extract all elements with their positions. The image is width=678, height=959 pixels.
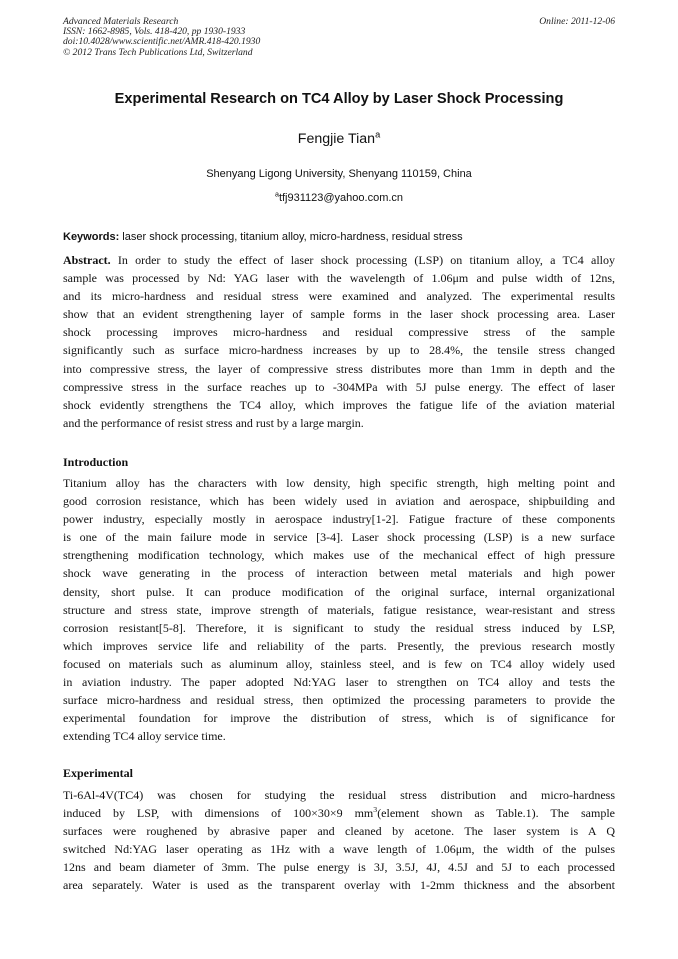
keywords	[63, 231, 615, 243]
experimental-line	[63, 804, 615, 822]
abstract-line: compressive stress in the surface reaches up to -304MPa with 5J pulse energy. The effect of laser	[63, 379, 615, 394]
introduction-line: power industry, especially mostly in aerospace industry[1-2]. Fatigue fracture of these components	[63, 512, 615, 527]
introduction-line: Titanium alloy has the characters with low density, high specific strength, high melting point and	[63, 476, 615, 490]
experimental-line: 12ns and beam diameter of 3mm. The pulse energy is 3J, 3.5J, 4J, 4.5J and 5J to each processed	[63, 860, 615, 875]
abstract-line: sample was processed by Nd: YAG laser with the wavelength of 1.06μm and pulse width of 12ns,	[63, 271, 615, 286]
experimental-line: surfaces were roughened by abrasive paper and cleaned by acetone. The laser system is A Q	[63, 824, 615, 839]
introduction-line: strengthening modification technology, which makes use of the mechanical effect of high pressure	[63, 548, 615, 563]
introduction-line: good corrosion resistance, which has been widely used in aviation and aerospace, shipbuilding and	[63, 494, 615, 509]
introduction-line: focused on materials such as aluminum alloy, stainless steel, and is few on TC4 alloy widely used	[63, 656, 615, 671]
author-line	[0, 131, 678, 147]
keywords-text: laser shock processing, titanium alloy, micro-hardness, residual stress	[119, 231, 463, 243]
section-heading-experimental: Experimental	[63, 766, 133, 780]
introduction-line: in aviation industry. The paper adopted Nd:YAG laser to strengthen on TC4 alloy and tests the	[63, 675, 615, 690]
abstract-line: and the performance of resist stress and rust by a large margin.	[63, 415, 364, 430]
email-address: tfj931123@yahoo.com.cn	[278, 192, 404, 204]
experimental-text: induced by LSP, with dimensions of 100×30×9 mm	[63, 806, 374, 821]
abstract-text: In order to study the effect of laser shock processing (LSP) on titanium alloy, a TC4 alloy	[110, 253, 615, 267]
journal-issn: ISSN: 1662-8985, Vols. 418-420, pp 1930-1933	[63, 26, 246, 38]
paper-title: Experimental Research on TC4 Alloy by Laser Shock Processing	[114, 91, 564, 107]
experimental-text: (element shown as Table.1). The sample	[377, 806, 615, 821]
abstract-line: and its micro-hardness and residual stress were examined and analyzed. The experimental results	[63, 289, 615, 304]
abstract-line: shock evidently strengthens the TC4 alloy, which improves the fatigue life of the aviation material	[63, 397, 615, 412]
introduction-body	[63, 474, 615, 745]
cubic-superscript: 3	[373, 805, 378, 815]
affiliation: Shenyang Ligong University, Shenyang 110159, China	[206, 168, 472, 180]
abstract-line: shock processing improves micro-hardness and residual compressive stress of the sample	[63, 325, 615, 340]
experimental-body	[63, 786, 615, 895]
journal-name: Advanced Materials Research	[63, 16, 179, 27]
introduction-line: is one of the main failure mode in service [3-4]. Laser shock processing (LSP) is a new surface	[63, 530, 615, 545]
online-date: Online: 2011-12-06	[539, 16, 615, 27]
introduction-line: density, short pulse. It can produce modification of the original surface, internal organizational	[63, 584, 615, 599]
keywords-label: Keywords:	[63, 231, 120, 243]
email-mark: a	[274, 190, 279, 199]
section-heading-introduction: Introduction	[63, 455, 129, 469]
author-affiliation-mark: a	[375, 129, 381, 140]
abstract-line	[63, 251, 615, 269]
abstract-label: Abstract.	[63, 253, 111, 267]
journal-doi: doi:10.4028/www.scientific.net/AMR.418-420.1930	[63, 36, 261, 48]
experimental-line: Ti-6Al-4V(TC4) was chosen for studying the residual stress distribution and micro-hardness	[63, 788, 615, 802]
abstract-line: significantly such as surface micro-hardness increases by up to 28.4%, the tensile stress changed	[63, 343, 615, 358]
email-line	[0, 192, 678, 204]
abstract-line: into compressive stress, the layer of compressive stress distributes more than 1mm in depth and the	[63, 361, 615, 376]
abstract	[63, 251, 615, 432]
introduction-line: structure and stress state, improve strength of materials, fatigue resistance, wear-resistant and stress	[63, 602, 615, 617]
abstract-line: show that an evident strengthening layer of sample forms in the laser shock processing area. Laser	[63, 307, 615, 322]
introduction-line: corrosion resistant[5-8]. Therefore, it is significant to study the residual stress induced by LSP,	[63, 620, 615, 635]
introduction-line: experimental foundation for improve the distribution of stress, which is of significance for	[63, 711, 615, 726]
experimental-line: area separately. Water is used as the transparent overlay with 1-2mm thickness and the absorbent	[63, 878, 615, 893]
introduction-line: which improves service life and reliability of the parts. Presently, the previous research mostly	[63, 638, 615, 653]
author-name: Fengjie Tian	[297, 131, 376, 147]
introduction-line: surface micro-hardness and residual stress, then optimized the processing parameters to provide the	[63, 693, 615, 708]
journal-copyright: © 2012 Trans Tech Publications Ltd, Switzerland	[63, 46, 253, 58]
journal-header	[63, 17, 615, 58]
experimental-line: switched Nd:YAG laser operating as 1Hz with a wave length of 1.06μm, the width of the pulses	[63, 842, 615, 857]
introduction-line: extending TC4 alloy service time.	[63, 729, 226, 744]
introduction-line: shock wave generating in the process of interaction between metal materials and high power	[63, 566, 615, 581]
